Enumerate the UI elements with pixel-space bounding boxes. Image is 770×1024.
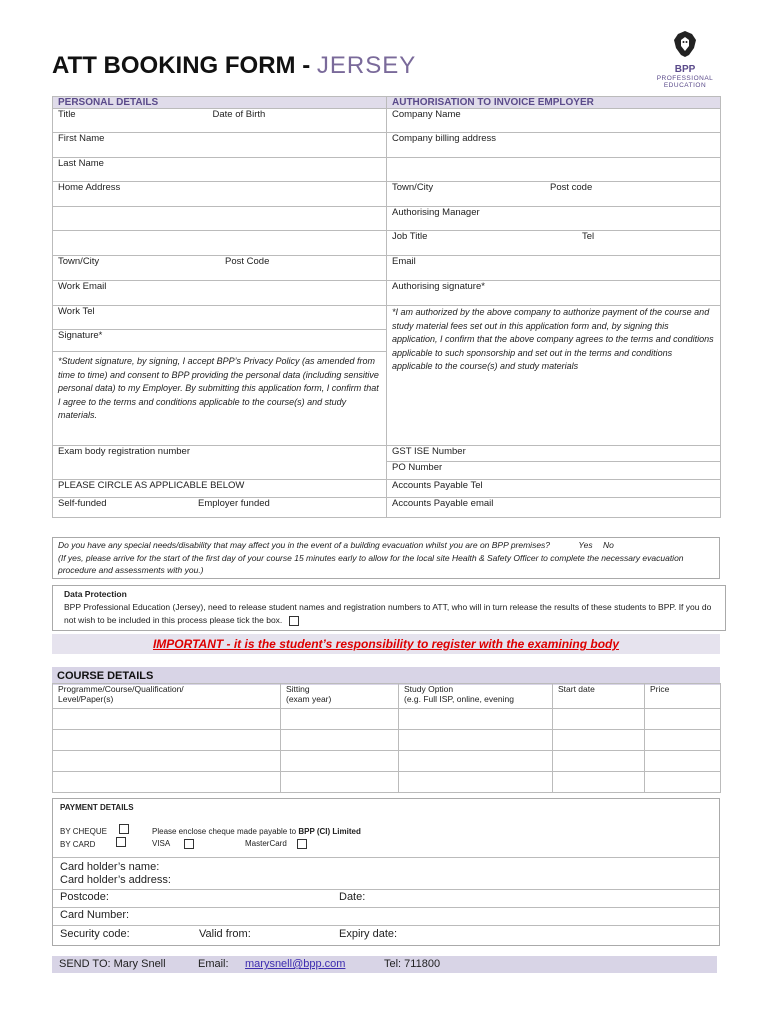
gst-field[interactable] <box>387 446 721 462</box>
payment-divider <box>53 925 719 926</box>
cheque-payee: BPP (CI) Limited <box>298 827 361 836</box>
po-label: PO Number <box>392 462 443 473</box>
job-title-label: Job Title <box>392 231 428 242</box>
auth-signature-label: Authorising signature* <box>392 281 485 292</box>
last-name-field[interactable] <box>53 158 387 182</box>
work-tel-label: Work Tel <box>58 306 95 317</box>
manager-label: Authorising Manager <box>392 207 480 218</box>
po-field[interactable] <box>387 462 721 480</box>
security-code-field[interactable]: Security code: <box>60 928 130 940</box>
data-protection-heading: Data Protection <box>64 589 127 599</box>
bpp-logo <box>650 30 720 89</box>
cheque-note <box>152 827 361 836</box>
signature-label: Signature* <box>58 330 103 341</box>
course-cell[interactable] <box>645 751 721 772</box>
title-location: JERSEY <box>316 52 417 79</box>
employer-postcode-label: Post code <box>550 182 593 193</box>
mastercard-option <box>245 839 307 849</box>
title-label: Title <box>58 109 76 120</box>
course-table <box>52 683 721 793</box>
date-field[interactable]: Date: <box>339 891 366 903</box>
home-address-field[interactable] <box>53 182 387 207</box>
course-cell[interactable] <box>53 709 281 730</box>
employer-town-label: Town/City <box>392 182 434 193</box>
employer-email-field[interactable] <box>387 256 721 281</box>
first-name-field[interactable] <box>53 133 387 158</box>
billing-address-cont[interactable] <box>387 158 721 182</box>
home-address-line-2[interactable] <box>53 207 387 231</box>
funding-options <box>53 498 387 518</box>
logo-text: BPP <box>674 64 696 75</box>
by-card-label: BY CARD <box>60 840 96 850</box>
auth-signature-field[interactable] <box>387 281 721 306</box>
home-address-line-3[interactable] <box>53 231 387 256</box>
course-cell[interactable] <box>281 772 399 793</box>
data-protection-box <box>52 585 726 631</box>
card-holder-name[interactable]: Card holder’s name: <box>60 861 160 873</box>
billing-address-label: Company billing address <box>392 133 497 144</box>
course-row[interactable] <box>53 751 721 772</box>
employer-tel-label: Tel <box>582 231 595 242</box>
card-number-field[interactable]: Card Number: <box>60 909 130 921</box>
exam-reg-label: Exam body registration number <box>58 446 191 457</box>
by-cheque-label: BY CHEQUE <box>60 827 107 837</box>
employer-statement: *I am authorized by the above company to authorize payment of the course and study material fees set out in this application form and, by signing this application, I confirm that the above company agrees to the terms and conditions applicable to such sponsorship and set out in the terms and conditions applicable to the course(s) and study materials <box>387 306 721 446</box>
course-row[interactable] <box>53 772 721 793</box>
exam-reg-field[interactable] <box>53 446 387 462</box>
self-funded-option[interactable]: Self-funded <box>58 498 107 509</box>
course-cell[interactable] <box>553 751 645 772</box>
signature-field[interactable] <box>53 330 387 352</box>
course-cell[interactable] <box>53 730 281 751</box>
payment-divider <box>53 907 719 908</box>
mastercard-checkbox[interactable] <box>297 839 307 849</box>
expiry-date-field[interactable]: Expiry date: <box>339 928 398 940</box>
course-cell[interactable] <box>53 751 281 772</box>
data-protection-checkbox[interactable] <box>289 616 299 626</box>
column-header-line-2: Level/Paper(s) <box>58 694 114 704</box>
course-cell[interactable] <box>399 772 553 793</box>
personal-details-heading: PERSONAL DETAILS <box>53 97 387 109</box>
billing-address-field[interactable] <box>387 133 721 158</box>
postcode-field[interactable]: Postcode: <box>60 891 109 903</box>
course-cell[interactable] <box>645 730 721 751</box>
card-checkbox[interactable] <box>116 837 126 847</box>
course-cell[interactable] <box>53 772 281 793</box>
important-banner <box>52 634 720 654</box>
lion-icon <box>672 30 698 58</box>
course-cell[interactable] <box>553 772 645 793</box>
course-cell[interactable] <box>399 709 553 730</box>
work-email-field[interactable] <box>53 281 387 306</box>
course-column-header <box>281 684 399 709</box>
cheque-note-text: Please enclose cheque made payable to <box>152 827 299 836</box>
course-cell[interactable] <box>281 709 399 730</box>
visa-label: VISA <box>152 839 170 849</box>
work-tel-field[interactable] <box>53 306 387 330</box>
dob-label: Date of Birth <box>212 109 266 120</box>
last-name-label: Last Name <box>58 158 104 169</box>
company-name-label: Company Name <box>392 109 461 120</box>
send-to-email-link[interactable]: marysnell@bpp.com <box>245 958 346 970</box>
employer-funded-option[interactable]: Employer funded <box>198 498 270 509</box>
visa-option <box>152 839 194 849</box>
send-to-tel: Tel: 711800 <box>384 958 441 970</box>
course-cell[interactable] <box>281 730 399 751</box>
special-needs-box <box>52 537 720 579</box>
gst-label: GST ISE Number <box>392 446 466 457</box>
title-main: ATT BOOKING FORM - <box>52 52 311 79</box>
employer-heading: AUTHORISATION TO INVOICE EMPLOYER <box>387 97 721 109</box>
course-row[interactable] <box>53 709 721 730</box>
special-needs-question: Do you have any special needs/disability that may affect you in the event of a building evacuation whilst you are on BPP premises? <box>58 540 551 550</box>
data-protection-text: BPP Professional Education (Jersey), need to release student names and registration numbers to ATT, who will in turn release the results of these students to BPP. If you do not wish to be included in this process please tick the box. <box>64 602 712 625</box>
ap-email-label: Accounts Payable email <box>392 498 494 509</box>
yes-option[interactable]: Yes <box>578 540 593 550</box>
course-row[interactable] <box>53 730 721 751</box>
course-column-header <box>399 684 553 709</box>
course-column-header <box>53 684 281 709</box>
send-to-label: SEND TO: Mary Snell <box>59 958 166 970</box>
personal-town-field[interactable] <box>53 256 387 281</box>
course-details-heading: COURSE DETAILS <box>52 667 720 685</box>
send-to-bar <box>52 956 717 973</box>
payment-heading: PAYMENT DETAILS <box>60 803 134 812</box>
valid-from-field[interactable]: Valid from: <box>199 928 251 940</box>
payment-divider <box>53 889 719 890</box>
course-cell[interactable] <box>281 751 399 772</box>
payment-box <box>52 798 720 946</box>
page-title <box>52 52 416 80</box>
personal-town-label: Town/City <box>58 256 100 267</box>
column-header-line-1: Price <box>650 684 670 694</box>
exam-reg-value[interactable] <box>53 462 387 480</box>
course-cell[interactable] <box>553 730 645 751</box>
cheque-row <box>60 827 129 837</box>
ap-tel-field[interactable] <box>387 480 721 498</box>
course-cell[interactable] <box>399 751 553 772</box>
work-email-label: Work Email <box>58 281 107 292</box>
course-cell[interactable] <box>399 730 553 751</box>
no-option[interactable]: No <box>602 540 614 550</box>
personal-postcode-label: Post Code <box>225 256 270 267</box>
ap-tel-label: Accounts Payable Tel <box>392 480 483 491</box>
cheque-checkbox[interactable] <box>119 824 129 834</box>
manager-field[interactable] <box>387 207 721 231</box>
details-table <box>52 96 721 518</box>
course-cell[interactable] <box>553 709 645 730</box>
company-name-field[interactable] <box>387 109 721 133</box>
course-header-row <box>53 684 721 709</box>
course-cell[interactable] <box>645 709 721 730</box>
column-header-line-2: (e.g. Full ISP, online, evening <box>404 694 514 704</box>
course-column-header <box>553 684 645 709</box>
employer-town-field[interactable] <box>387 182 721 207</box>
send-to-email-label: Email: <box>198 958 229 970</box>
course-cell[interactable] <box>645 772 721 793</box>
important-text: IMPORTANT - it is the student’s responsibility to register with the examining body <box>152 637 620 651</box>
title-field[interactable] <box>53 109 387 133</box>
visa-checkbox[interactable] <box>184 839 194 849</box>
job-title-field[interactable] <box>387 231 721 256</box>
course-column-header <box>645 684 721 709</box>
employer-email-label: Email <box>392 256 416 267</box>
mastercard-label: MasterCard <box>245 839 287 849</box>
first-name-label: First Name <box>58 133 105 144</box>
column-header-line-2: (exam year) <box>286 694 332 704</box>
logo-subtitle-1: PROFESSIONAL <box>656 75 714 82</box>
column-header-line-1: Study Option <box>404 684 454 694</box>
ap-email-field[interactable] <box>387 498 721 518</box>
column-header-line-1: Programme/Course/Qualification/ <box>58 684 184 694</box>
payment-divider <box>53 857 719 858</box>
column-header-line-1: Sitting <box>286 684 310 694</box>
column-header-line-1: Start date <box>558 684 595 694</box>
circle-instruction: PLEASE CIRCLE AS APPLICABLE BELOW <box>53 480 387 498</box>
logo-subtitle-2: EDUCATION <box>663 82 707 89</box>
card-row <box>60 840 126 850</box>
special-needs-note: (If yes, please arrive for the start of the first day of your course 15 minutes early to allow for the local site Health & Safety Officer to complete the necessary evacuation procedure and assessments with you.) <box>58 552 684 575</box>
card-holder-address[interactable]: Card holder’s address: <box>60 874 171 886</box>
home-address-label: Home Address <box>58 182 121 193</box>
student-statement: *Student signature, by signing, I accept BPP’s Privacy Policy (as amended from time to time) and consent to BPP providing the personal data (including sensitive personal data) to my Employer. By submitting this application form, I confirm that I agree to the terms and conditions applicable to the course(s) and study materials. <box>53 352 387 446</box>
